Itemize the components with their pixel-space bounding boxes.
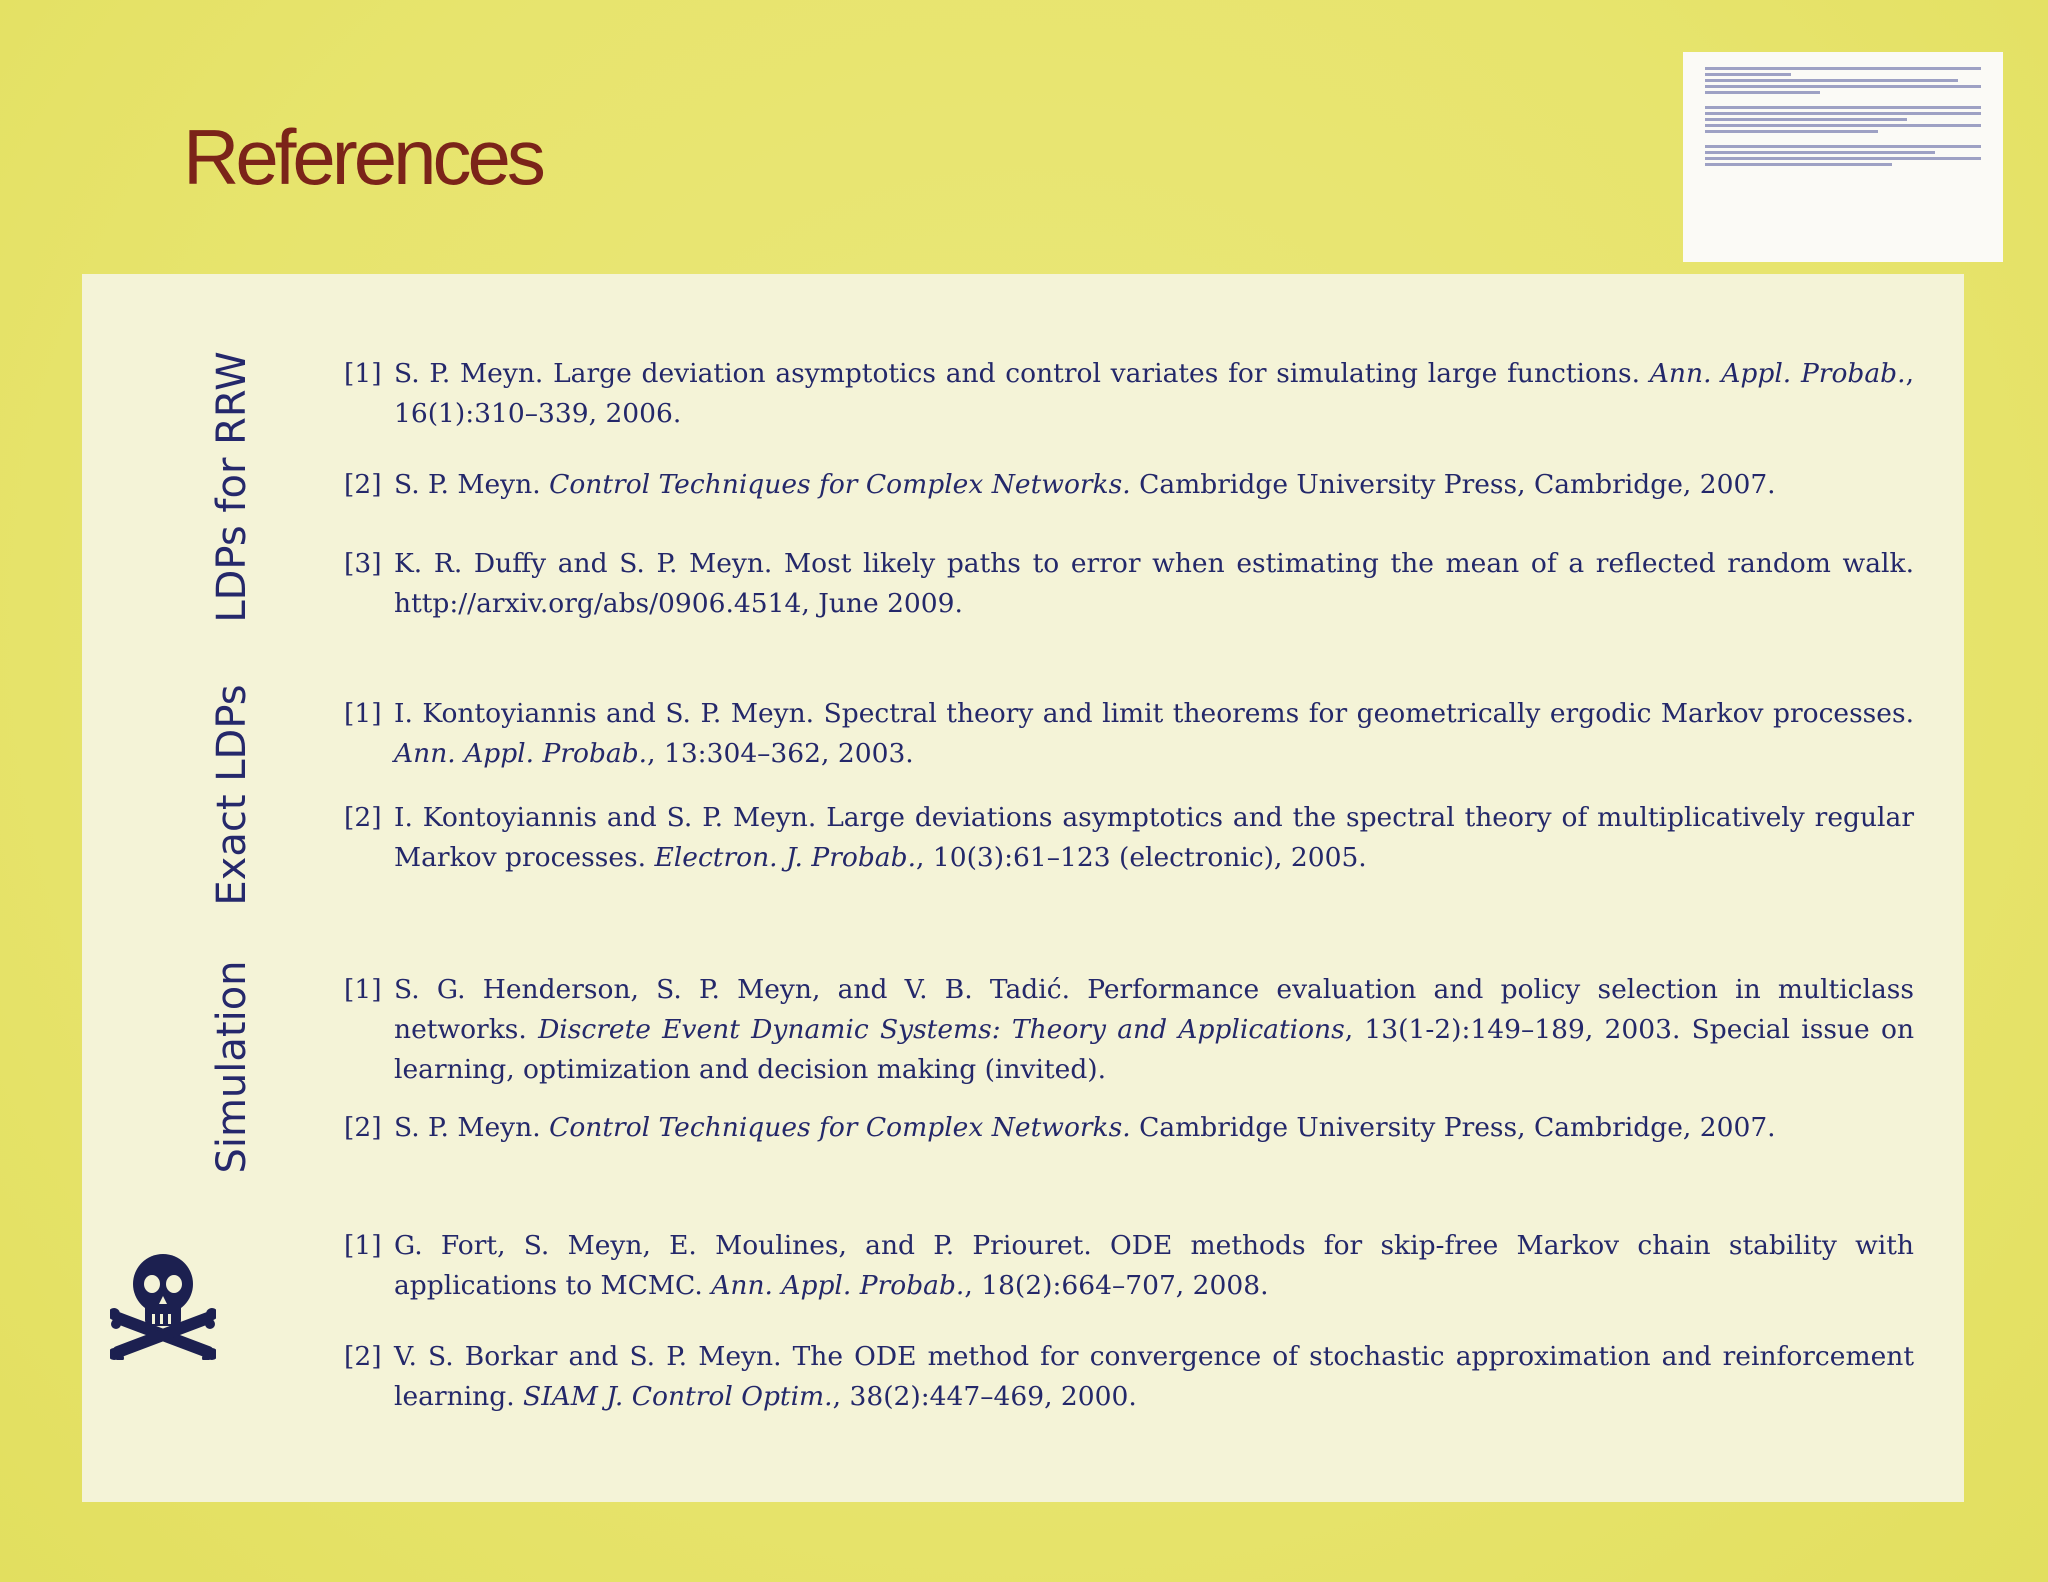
reference-item: [2] I. Kontoyiannis and S. P. Meyn. Large deviations asymptotics and the spectral theory of multiplicatively regular Markov processes. Electron. J. Probab., 10(3):61–123 (electronic), 2005. — [344, 802, 1914, 873]
reference-item: [3] K. R. Duffy and S. P. Meyn. Most likely paths to error when estimating the mean of a reflected random walk. http://arxiv.org/abs/0906.4514, June 2009. — [344, 548, 1914, 619]
reference-item: [1] G. Fort, S. Meyn, E. Moulines, and P. Priouret. ODE methods for skip-free Markov chain stability with applications to MCMC. Ann. Appl. Probab., 18(2):664–707, 2008. — [344, 1230, 1914, 1301]
reference-item: [1] S. P. Meyn. Large deviation asymptotics and control variates for simulating large functions. Ann. Appl. Probab., 16(1):310–339, 2006. — [344, 358, 1915, 429]
skull-and-crossbones-icon — [110, 1250, 216, 1360]
section-label-ldps-rrw: LDPs for RRW — [209, 351, 255, 623]
section-label-simulation: Simulation — [209, 960, 255, 1174]
references-panel — [82, 274, 1964, 1502]
reference-item: [2] S. P. Meyn. Control Techniques for Complex Networks. Cambridge University Press, Cambridge, 2007. — [344, 469, 1776, 500]
reference-item: [2] S. P. Meyn. Control Techniques for Complex Networks. Cambridge University Press, Cambridge, 2007. — [344, 1112, 1776, 1143]
reference-item: [2] V. S. Borkar and S. P. Meyn. The ODE method for convergence of stochastic approximation and reinforcement learning. SIAM J. Control Optim., 38(2):447–469, 2000. — [344, 1341, 1914, 1412]
reference-item: [1] S. G. Henderson, S. P. Meyn, and V. B. Tadić. Performance evaluation and policy selection in multiclass networks. Discrete Event Dynamic Systems: Theory and Applications, 13(1-2):149–189, 2003. Special issue on learning, optimization and decision making (invited). — [344, 974, 1915, 1085]
reference-item: [1] I. Kontoyiannis and S. P. Meyn. Spectral theory and limit theorems for geometrically ergodic Markov processes. Ann. Appl. Probab., 13:304–362, 2003. — [344, 698, 1914, 769]
slide-thumbnail — [1683, 52, 2003, 262]
section-label-exact-ldps: Exact LDPs — [209, 684, 255, 906]
page-title: References — [183, 113, 542, 201]
